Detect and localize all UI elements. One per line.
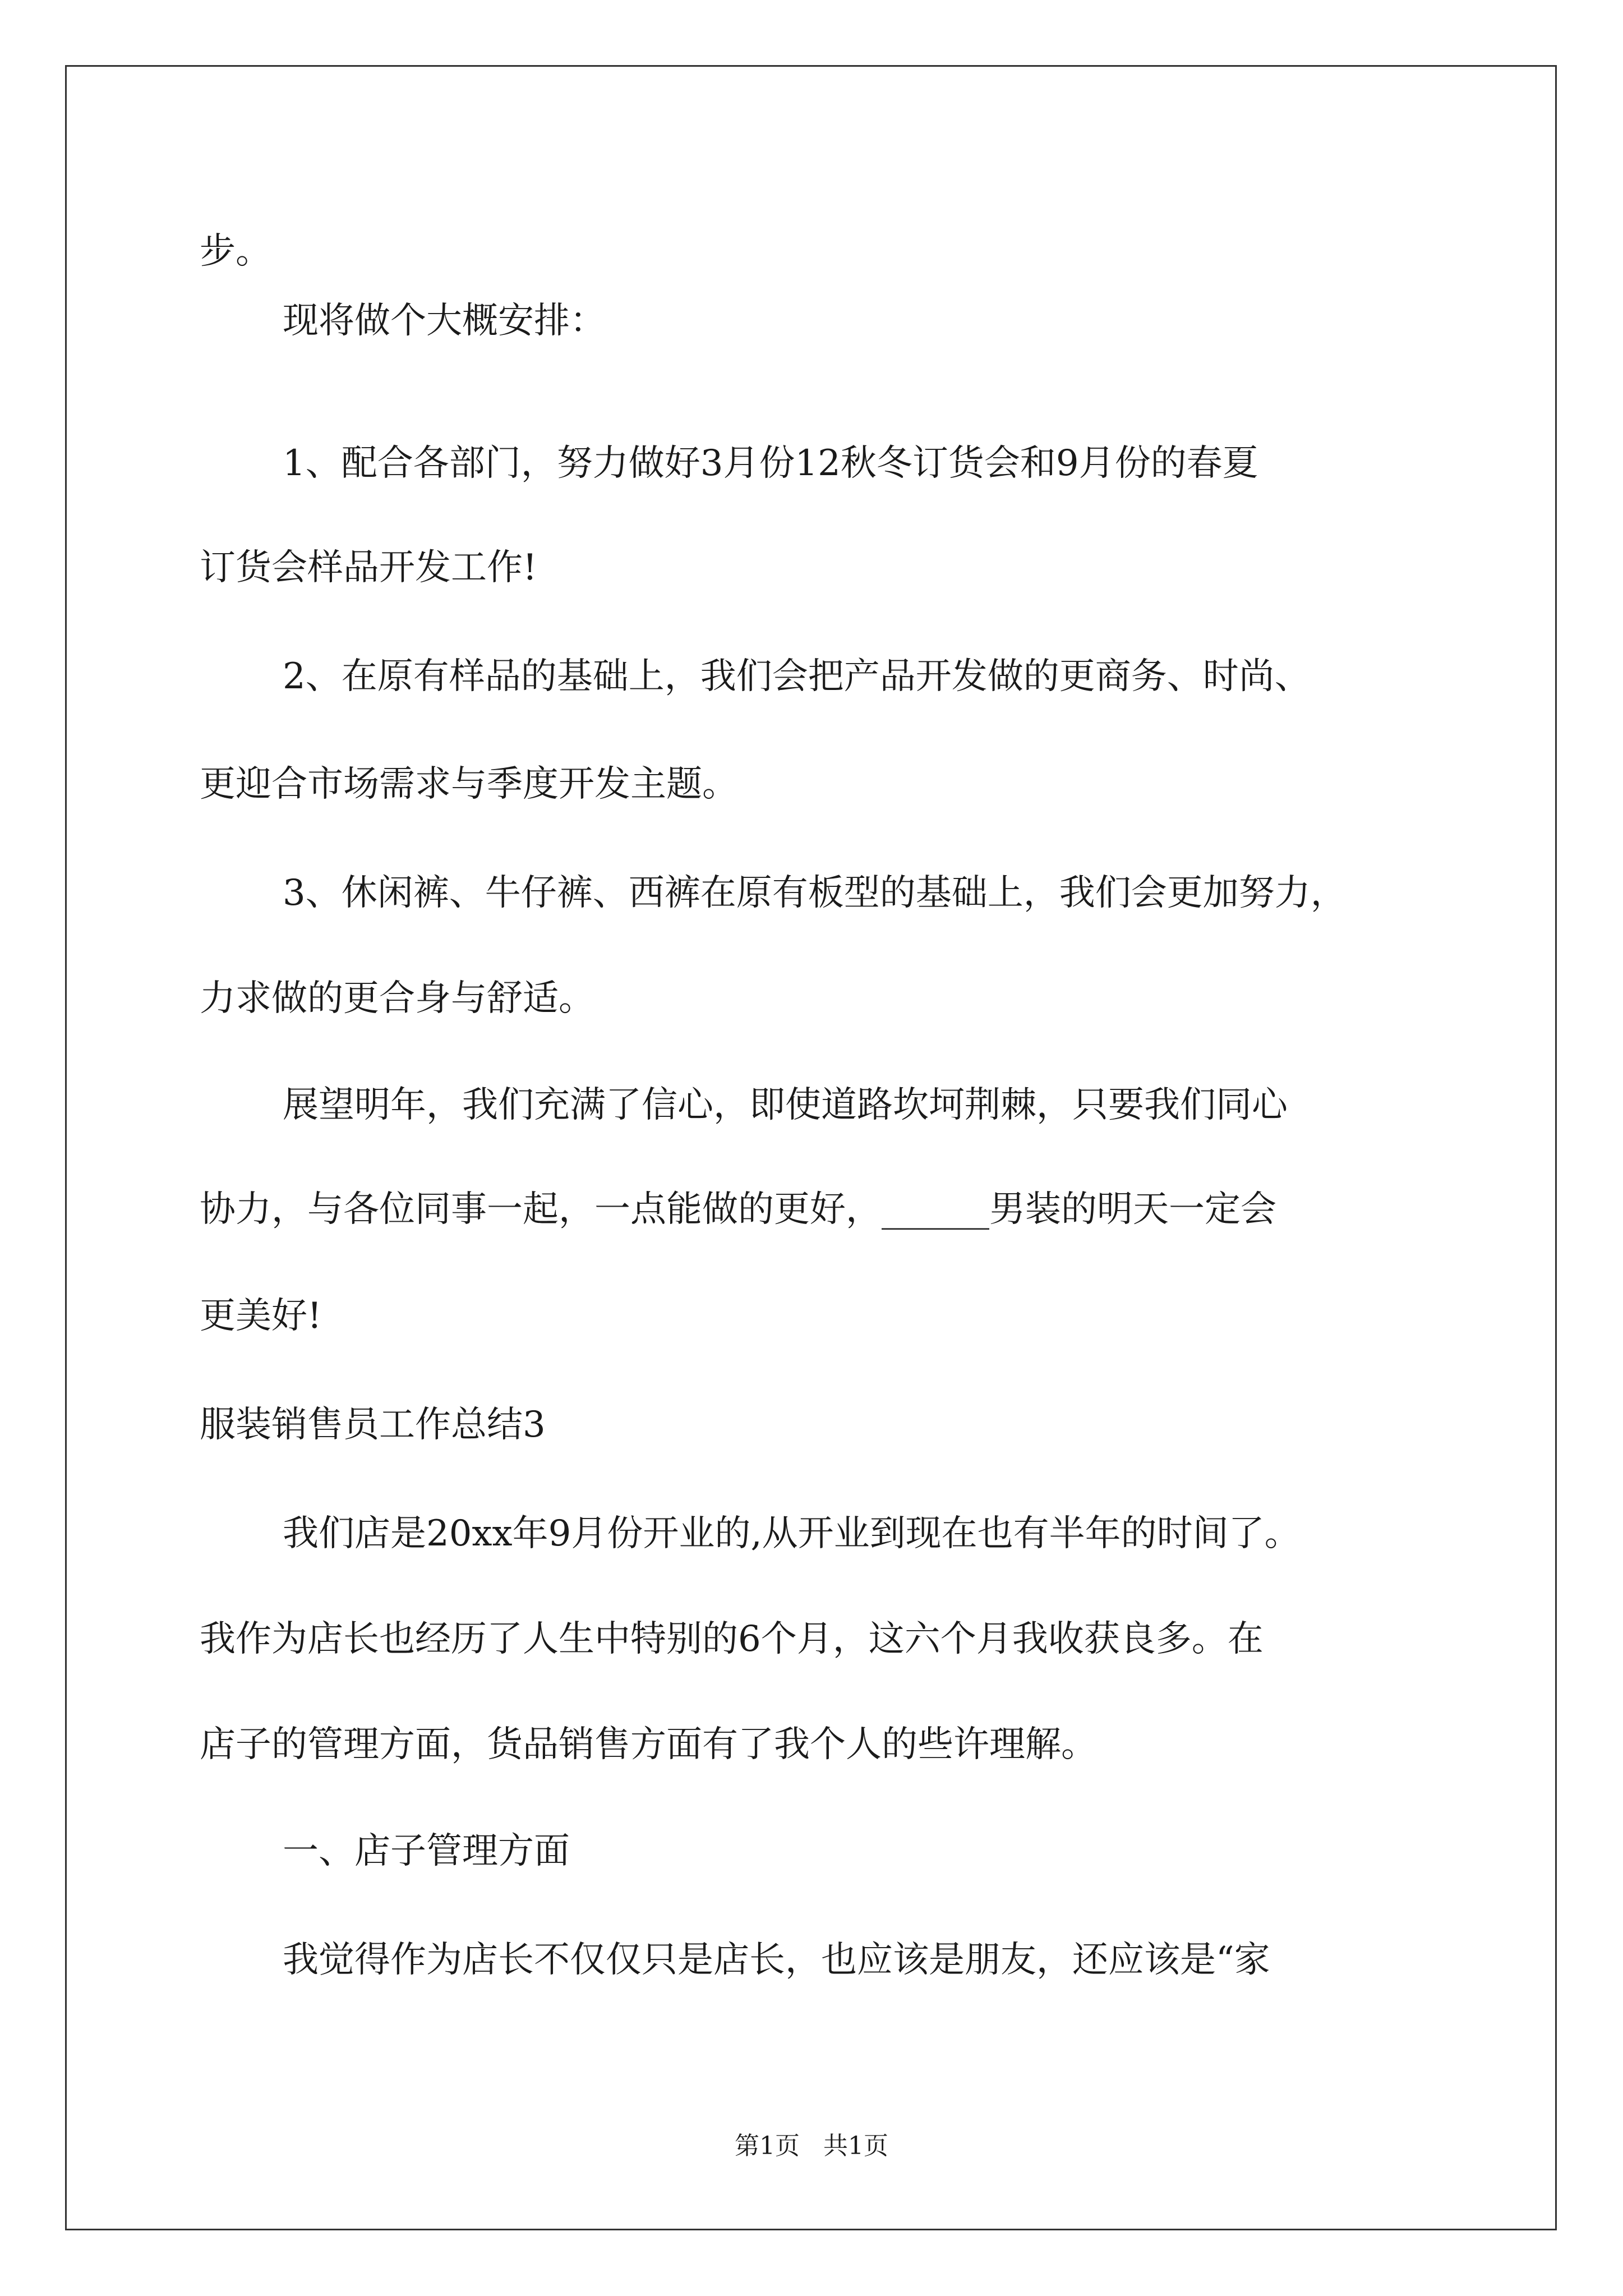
text-line: 步。 [200,231,271,272]
text-line: 我们店是20xx年9月份开业的,从开业到现在也有半年的时间了。 [283,1513,1301,1554]
text-line: 更美好! [200,1295,322,1337]
text-line: 我觉得作为店长不仅仅只是店长，也应该是朋友，还应该是“家 [283,1939,1270,1981]
subheading: 一、店子管理方面 [283,1830,570,1872]
text-line: 现将做个大概安排： [283,300,606,342]
text-line: 展望明年，我们充满了信心，即使道路坎坷荆棘，只要我们同心 [283,1084,1288,1126]
text-line: 更迎合市场需求与季度开发主题。 [200,763,738,805]
section-heading: 服装销售员工作总结3 [200,1404,546,1446]
page-footer: 第1页 共1页 [735,2132,888,2160]
text-line: 协力，与各位同事一起，一点能做的更好，______男装的明天一定会 [200,1189,1276,1230]
text-line: 2、在原有样品的基础上，我们会把产品开发做的更商务、时尚、 [283,656,1311,697]
text-line: 订货会样品开发工作! [200,547,537,588]
text-line: 1、配合各部门，努力做好3月份12秋冬订货会和9月份的春夏 [283,443,1258,484]
page-border [65,65,1557,2230]
text-line: 3、休闲裤、牛仔裤、西裤在原有板型的基础上，我们会更加努力， [283,872,1347,914]
text-line: 力求做的更合身与舒适。 [200,978,594,1019]
text-line: 我作为店长也经历了人生中特别的6个月，这六个月我收获良多。在 [200,1618,1264,1660]
text-line: 店子的管理方面，货品销售方面有了我个人的些许理解。 [200,1724,1097,1765]
